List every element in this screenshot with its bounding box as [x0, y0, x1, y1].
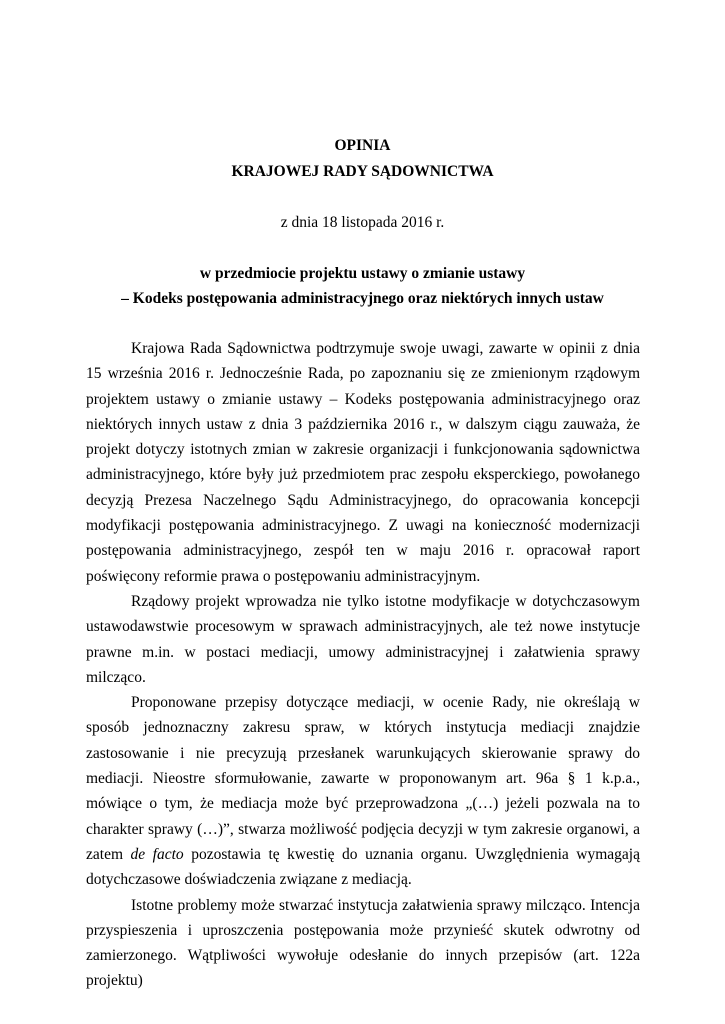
subject-line-1: w przedmiocie projektu ustawy o zmianie ustawy — [199, 265, 526, 282]
document-title: OPINIA — [334, 137, 391, 154]
paragraph-3-italic: de facto — [130, 845, 184, 863]
paragraph-1: Krajowa Rada Sądownictwa podtrzymuje swoje uwagi, zawarte w opinii z dnia 15 września 2016 r. Jednocześnie Rada, po zapoznaniu się ze zmienionym rządowym projektem ustawy o zmianie ustawy – Kodeks postępowania administracyjnego oraz niektórych innych ustaw z dnia 3 października 2016 r., w dalszym ciągu zauważa, że projekt dotyczy istotnych zmian w zakresie organizacji i funkcjonowania sądownictwa administracyjnego, które były już przedmiotem prac zespołu eksperckiego, powołanego decyzją Prezesa Naczelnego Sądu Administracyjnego, do opracowania koncepcji modyfikacji postępowania administracyjnego. Z uwagi na konieczność modernizacji postępowania administracyjnego, zespół ten w maju 2016 r. opracował raport poświęcony reformie prawa o postępowaniu administracyjnym. — [86, 340, 640, 585]
paragraph-3 — [86, 690, 640, 892]
paragraph-3-text-a: Proponowane przepisy dotyczące mediacji, w ocenie Rady, nie określają w sposób jednoznaczny zakresu spraw, w których instytucja mediacji znajdzie zastosowanie i nie precyzują przesłanek warunkujących skierowanie sprawy do mediacji. Nieostre sformułowanie, zawarte w proponowanym art. 96a § 1 k.p.a., mówiące o tym, że mediacja może być przeprowadzona „(…) jeżeli pozwala na to charakter sprawy (…)”, stwarza możliwość podjęcia decyzji w tym zakresie organowi, a zatem — [86, 694, 640, 863]
subject-line-2: – Kodeks postępowania administracyjnego oraz niektórych innych ustaw — [121, 290, 604, 307]
body-text — [86, 336, 640, 994]
document-date: z dnia 18 listopada 2016 r. — [280, 214, 445, 231]
issuing-body: KRAJOWEJ RADY SĄDOWNICTWA — [231, 163, 494, 180]
paragraph-3-text-b: pozostawia tę kwestię do uznania organu. Uwzględnienia wymagają dotychczasowe doświadczenia związane z mediacją. — [86, 845, 640, 889]
paragraph-4: Istotne problemy może stwarzać instytucja załatwienia sprawy milcząco. Intencja przyspieszenia i uproszczenia postępowania może przynieść skutek odwrotny od zamierzonego. Wątpliwości wywołuje odesłanie do innych przepisów (art. 122a projektu) — [86, 896, 640, 990]
paragraph-2: Rządowy projekt wprowadza nie tylko istotne modyfikacje w dotychczasowym ustawodawstwie procesowym w sprawach administracyjnych, ale też nowe instytucje prawne m.in. w postaci mediacji, umowy administracyjnej i załatwienia sprawy milcząco. — [86, 592, 640, 686]
